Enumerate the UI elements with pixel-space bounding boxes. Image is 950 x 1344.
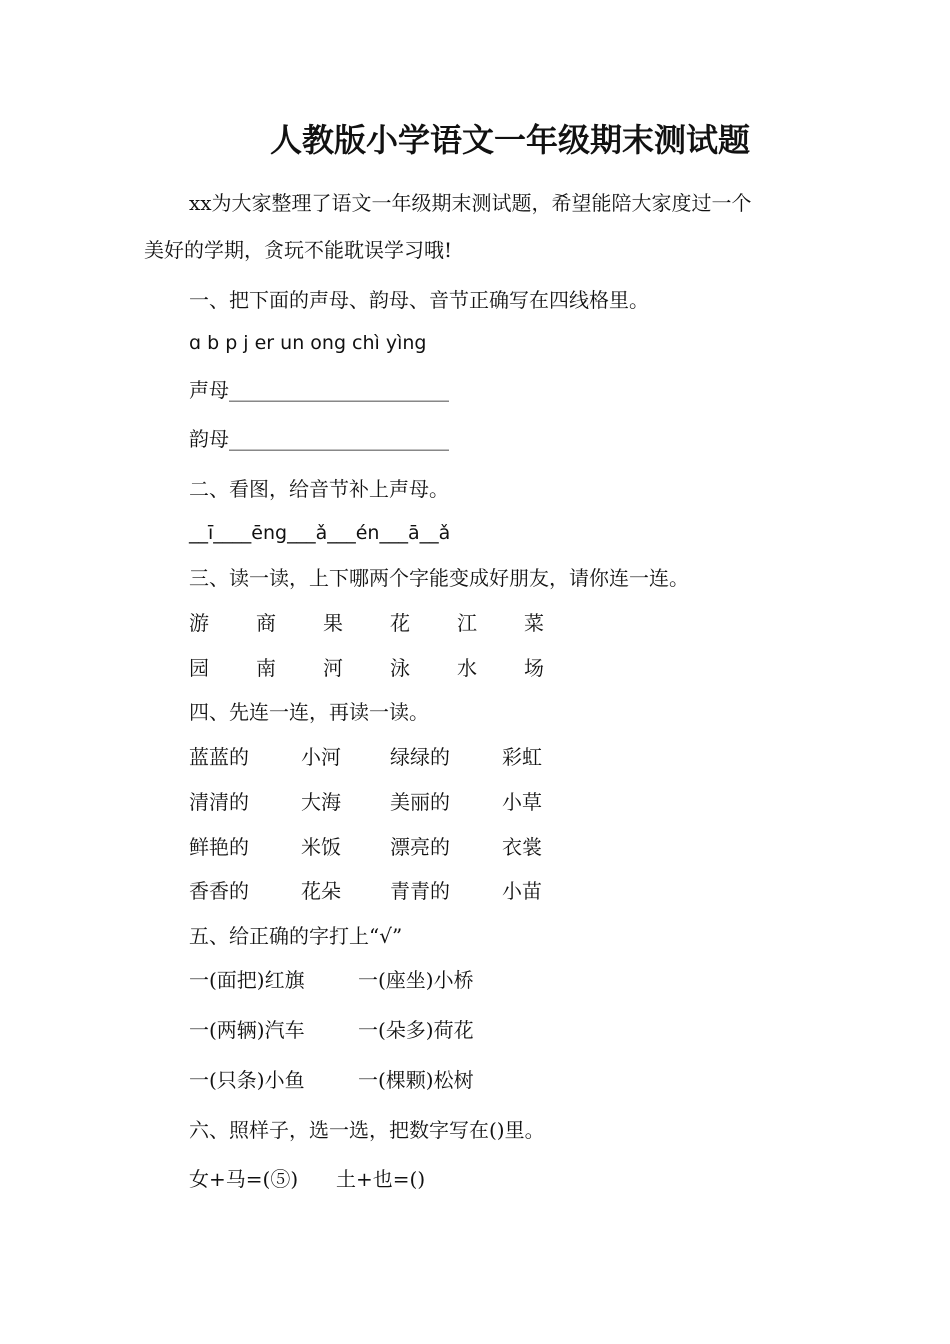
q3-char: 水	[457, 656, 477, 680]
q3-char: 园	[189, 656, 209, 680]
q1-items: ɑ b p j er un ong chì yìng	[189, 332, 427, 354]
q3-char: 场	[524, 656, 544, 680]
q4-heading: 四、先连一连，再读一读。	[189, 700, 429, 724]
q2-items: __ī____ēng___ǎ___én___ā__ǎ	[189, 522, 451, 544]
q5-item: 一(只条)小鱼	[189, 1068, 305, 1092]
q4-word: 彩虹	[502, 745, 542, 769]
intro-line-1: xx为大家整理了语文一年级期末测试题，希望能陪大家度过一个	[189, 191, 752, 215]
q6-item: 土+也=()	[336, 1167, 426, 1191]
q4-word: 漂亮的	[390, 835, 450, 859]
q4-word: 大海	[301, 790, 341, 814]
q4-word: 小苗	[502, 879, 542, 903]
q5-item: 一(座坐)小桥	[358, 968, 474, 992]
q4-word: 蓝蓝的	[189, 745, 249, 769]
q1-shengmu-blank: 声母______________________	[189, 378, 449, 402]
q1-heading: 一、把下面的声母、韵母、音节正确写在四线格里。	[189, 288, 649, 312]
q6-example: 女+马=(⑤)	[189, 1167, 299, 1191]
q4-word: 青青的	[390, 879, 450, 903]
q3-char: 商	[256, 611, 276, 635]
q2-heading: 二、看图，给音节补上声母。	[189, 477, 449, 501]
q3-char: 花	[390, 611, 410, 635]
q4-word: 小河	[301, 745, 341, 769]
q1-yunmu-blank: 韵母______________________	[189, 427, 449, 451]
q3-heading: 三、读一读，上下哪两个字能变成好朋友，请你连一连。	[189, 566, 689, 590]
q3-char: 河	[323, 656, 343, 680]
q4-word: 绿绿的	[390, 745, 450, 769]
q5-item: 一(朵多)荷花	[358, 1018, 474, 1042]
q5-item: 一(面把)红旗	[189, 968, 305, 992]
q4-word: 香香的	[189, 879, 249, 903]
q4-word: 美丽的	[390, 790, 450, 814]
q4-word: 鲜艳的	[189, 835, 249, 859]
q5-item: 一(两辆)汽车	[189, 1018, 305, 1042]
q3-char: 江	[457, 611, 477, 635]
q5-heading: 五、给正确的字打上“√”	[189, 924, 403, 948]
q4-word: 衣裳	[502, 835, 542, 859]
q6-heading: 六、照样子，选一选，把数字写在()里。	[189, 1118, 545, 1142]
q3-char: 泳	[390, 656, 410, 680]
q4-word: 花朵	[301, 879, 341, 903]
q5-item: 一(棵颗)松树	[358, 1068, 474, 1092]
intro-line-2: 美好的学期，贪玩不能耽误学习哦!	[144, 238, 453, 262]
q3-char: 果	[323, 611, 343, 635]
q3-char: 游	[189, 611, 209, 635]
q3-char: 菜	[524, 611, 544, 635]
page-title: 人教版小学语文一年级期末测试题	[269, 121, 750, 159]
q4-word: 米饭	[301, 835, 341, 859]
q3-char: 南	[256, 656, 276, 680]
q4-word: 清清的	[189, 790, 249, 814]
q4-word: 小草	[502, 790, 542, 814]
